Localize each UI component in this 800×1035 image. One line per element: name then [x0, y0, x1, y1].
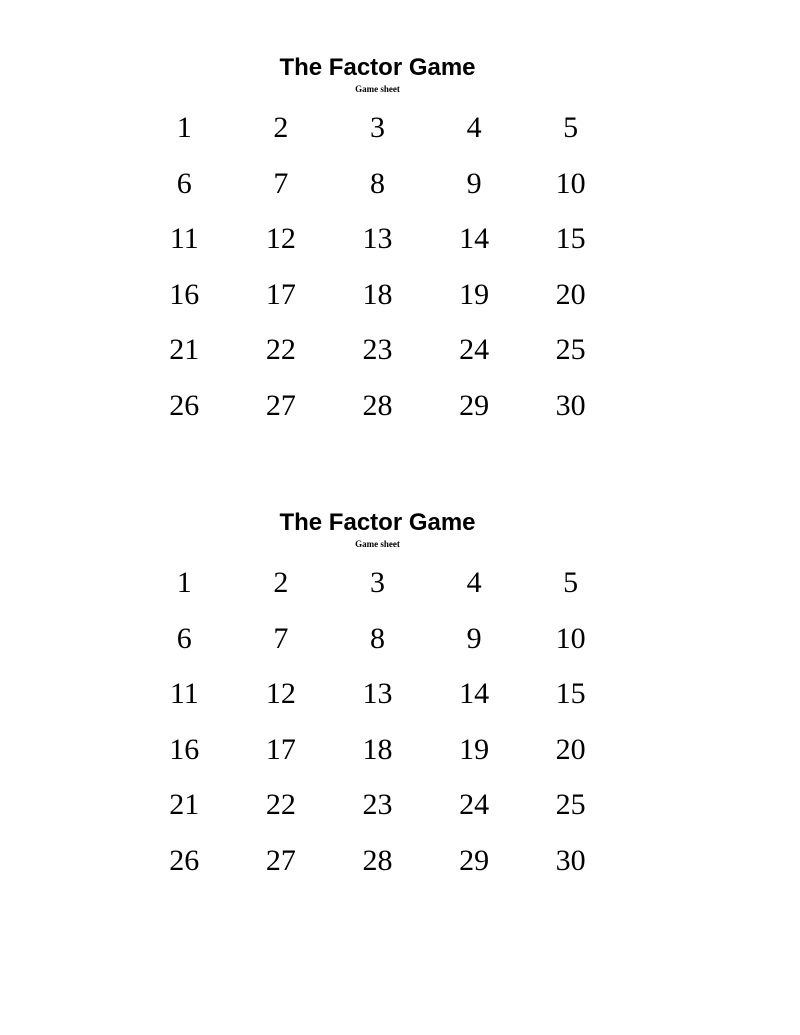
number-cell: 4 [466, 111, 482, 144]
grid-row [136, 611, 619, 667]
number-cell: 26 [169, 843, 200, 877]
number-cell: 11 [169, 677, 199, 710]
grid-row [136, 378, 619, 434]
number-cell: 3 [369, 111, 385, 144]
number-cell: 8 [369, 166, 385, 200]
number-cell: 30 [555, 388, 586, 422]
factor-game-sheet-2 [136, 508, 619, 888]
number-cell: 16 [169, 277, 200, 311]
grid-row [136, 833, 619, 889]
number-cell: 13 [362, 677, 393, 710]
number-cell: 25 [555, 788, 586, 821]
sheet-subtitle: Game sheet [355, 84, 400, 94]
number-cell: 19 [459, 277, 490, 311]
number-cell: 22 [265, 788, 296, 821]
grid-row [136, 100, 619, 156]
number-grid [136, 100, 619, 433]
number-cell: 29 [459, 843, 490, 877]
number-cell: 8 [369, 621, 385, 655]
number-cell: 7 [273, 621, 289, 655]
number-cell: 19 [459, 732, 490, 766]
grid-row [136, 267, 619, 323]
number-cell: 12 [265, 677, 296, 710]
grid-row [136, 666, 619, 722]
number-cell: 9 [466, 621, 482, 655]
number-cell: 3 [369, 566, 385, 599]
sheet-title: The Factor Game [279, 54, 476, 81]
number-cell: 23 [362, 333, 393, 366]
number-cell: 20 [555, 277, 586, 311]
number-cell: 6 [176, 166, 192, 200]
number-cell: 20 [555, 732, 586, 766]
sheet-subtitle: Game sheet [355, 539, 400, 549]
number-cell: 9 [466, 166, 482, 200]
number-cell: 2 [273, 566, 289, 599]
number-cell: 26 [169, 388, 200, 422]
grid-row [136, 722, 619, 778]
number-cell: 18 [362, 732, 393, 766]
number-cell: 17 [265, 277, 296, 311]
number-cell: 2 [273, 111, 289, 144]
grid-row [136, 211, 619, 267]
number-cell: 25 [555, 333, 586, 366]
number-cell: 23 [362, 788, 393, 821]
number-cell: 21 [169, 333, 200, 366]
number-cell: 13 [362, 222, 393, 255]
number-cell: 12 [265, 222, 296, 255]
number-cell: 6 [176, 621, 192, 655]
factor-game-sheet-1 [136, 53, 619, 433]
grid-row [136, 555, 619, 611]
grid-row [136, 322, 619, 378]
number-cell: 1 [176, 111, 192, 144]
number-cell: 29 [459, 388, 490, 422]
number-cell: 28 [362, 388, 393, 422]
number-cell: 10 [555, 621, 586, 655]
number-cell: 30 [555, 843, 586, 877]
grid-row [136, 156, 619, 212]
number-cell: 21 [169, 788, 200, 821]
number-cell: 16 [169, 732, 200, 766]
sheet-title: The Factor Game [279, 509, 476, 536]
number-cell: 24 [459, 333, 490, 366]
number-cell: 22 [265, 333, 296, 366]
number-cell: 10 [555, 166, 586, 200]
number-cell: 1 [176, 566, 192, 599]
number-cell: 17 [265, 732, 296, 766]
number-cell: 7 [273, 166, 289, 200]
number-cell: 18 [362, 277, 393, 311]
number-grid [136, 555, 619, 888]
number-cell: 27 [265, 388, 296, 422]
grid-row [136, 777, 619, 833]
number-cell: 14 [459, 677, 490, 710]
number-cell: 5 [563, 111, 579, 144]
number-cell: 28 [362, 843, 393, 877]
number-cell: 24 [459, 788, 490, 821]
number-cell: 15 [555, 222, 586, 255]
number-cell: 11 [169, 222, 199, 255]
number-cell: 14 [459, 222, 490, 255]
number-cell: 15 [555, 677, 586, 710]
number-cell: 27 [265, 843, 296, 877]
number-cell: 4 [466, 566, 482, 599]
number-cell: 5 [563, 566, 579, 599]
